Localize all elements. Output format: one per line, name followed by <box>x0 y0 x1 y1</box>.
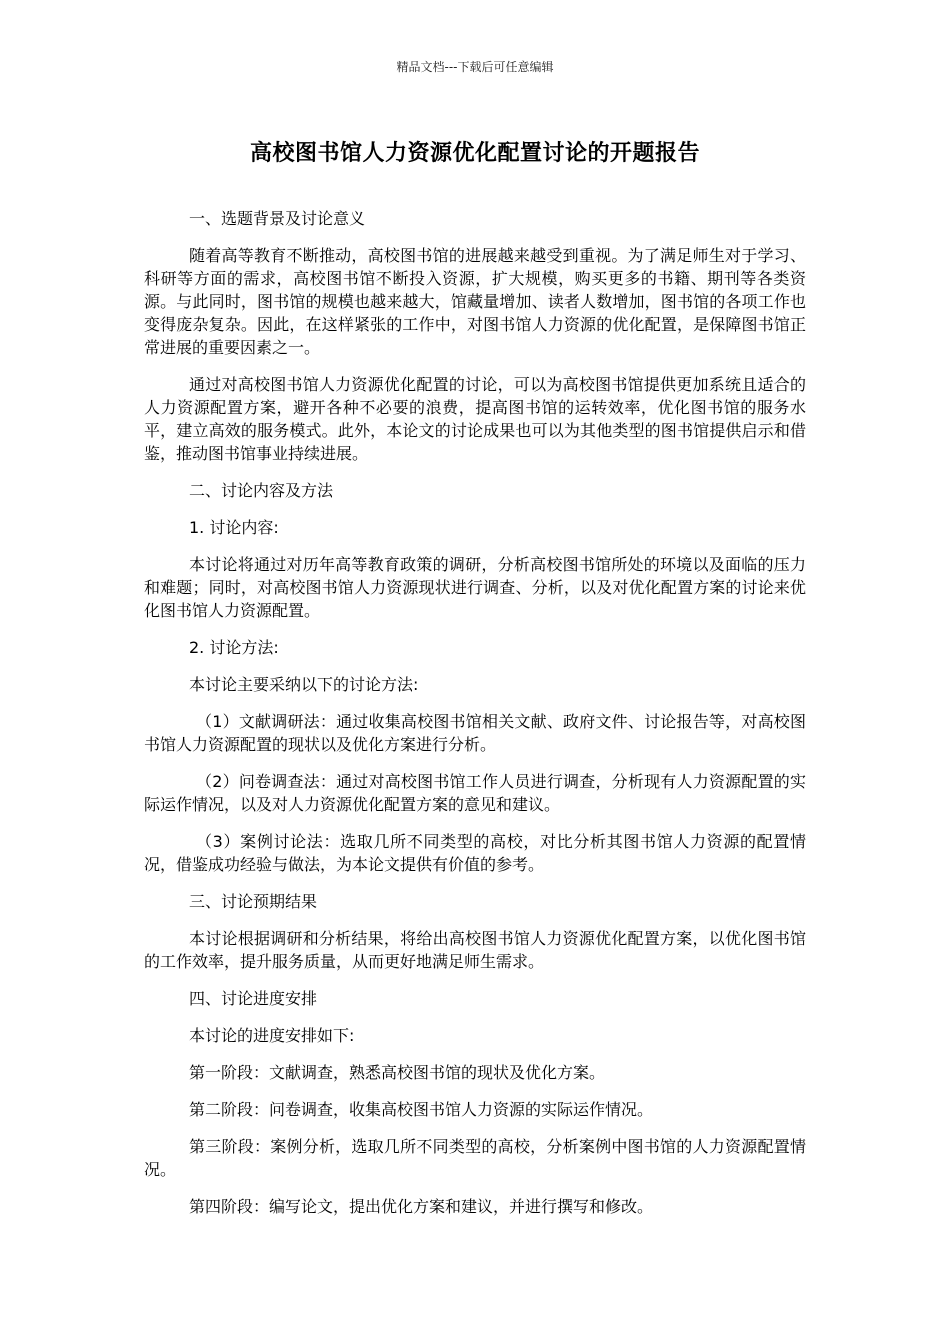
section-heading-content-methods: 二、讨论内容及方法 <box>189 481 334 500</box>
list-item-case-method: （3）案例讨论法：选取几所不同类型的高校，对比分析其图书馆人力资源的配置情况，借鉴成功经验与做法，为本论文提供有价值的参考。 <box>144 832 806 874</box>
section-heading-schedule: 四、讨论进度安排 <box>189 989 318 1008</box>
list-item-literature-method: （1）文献调研法：通过收集高校图书馆相关文献、政府文件、讨论报告等，对高校图书馆人力资源配置的现状以及优化方案进行分析。 <box>144 712 806 754</box>
paragraph-significance: 通过对高校图书馆人力资源优化配置的讨论，可以为高校图书馆提供更加系统且适合的人力资源配置方案，避开各种不必要的浪费，提高图书馆的运转效率，优化图书馆的服务水平，建立高效的服务模式。此外，本论文的讨论成果也可以为其他类型的图书馆提供启示和借鉴，推动图书馆事业持续进展。 <box>144 375 806 463</box>
document-title: 高校图书馆人力资源优化配置讨论的开题报告 <box>249 141 700 166</box>
subheading-methods: 2. 讨论方法: <box>189 638 279 657</box>
schedule-stage-1: 第一阶段：文献调查，熟悉高校图书馆的现状及优化方案。 <box>189 1063 606 1082</box>
paragraph-methods-intro: 本讨论主要采纳以下的讨论方法: <box>189 675 419 694</box>
paragraph-expected-results: 本讨论根据调研和分析结果，将给出高校图书馆人力资源优化配置方案，以优化图书馆的工作效率，提升服务质量，从而更好地满足师生需求。 <box>144 929 806 971</box>
paragraph-content: 本讨论将通过对历年高等教育政策的调研，分析高校图书馆所处的环境以及面临的压力和难题；同时，对高校图书馆人力资源现状进行调查、分析，以及对优化配置方案的讨论来优化图书馆人力资源配置。 <box>144 555 806 620</box>
schedule-stage-2: 第二阶段：问卷调查，收集高校图书馆人力资源的实际运作情况。 <box>189 1100 654 1119</box>
header-note: 精品文档---下载后可任意编辑 <box>396 60 554 74</box>
section-heading-background: 一、选题背景及讨论意义 <box>189 209 366 228</box>
list-item-survey-method: （2）问卷调查法：通过对高校图书馆工作人员进行调查，分析现有人力资源配置的实际运作情况，以及对人力资源优化配置方案的意见和建议。 <box>144 772 806 814</box>
schedule-stage-4: 第四阶段：编写论文，提出优化方案和建议，并进行撰写和修改。 <box>189 1197 654 1216</box>
paragraph-background: 随着高等教育不断推动，高校图书馆的进展越来越受到重视。为了满足师生对于学习、科研等方面的需求，高校图书馆不断投入资源，扩大规模，购买更多的书籍、期刊等各类资源。与此同时，图书馆的规模也越来越大，馆藏量增加、读者人数增加，图书馆的各项工作也变得庞杂复杂。因此，在这样紧张的工作中，对图书馆人力资源的优化配置，是保障图书馆正常进展的重要因素之一。 <box>144 246 806 357</box>
section-heading-expected-results: 三、讨论预期结果 <box>189 892 318 911</box>
schedule-stage-3: 第三阶段：案例分析，选取几所不同类型的高校，分析案例中图书馆的人力资源配置情况。 <box>144 1137 806 1179</box>
paragraph-schedule-intro: 本讨论的进度安排如下: <box>189 1026 355 1045</box>
document-body <box>144 207 806 1232</box>
subheading-content: 1. 讨论内容: <box>189 518 279 537</box>
